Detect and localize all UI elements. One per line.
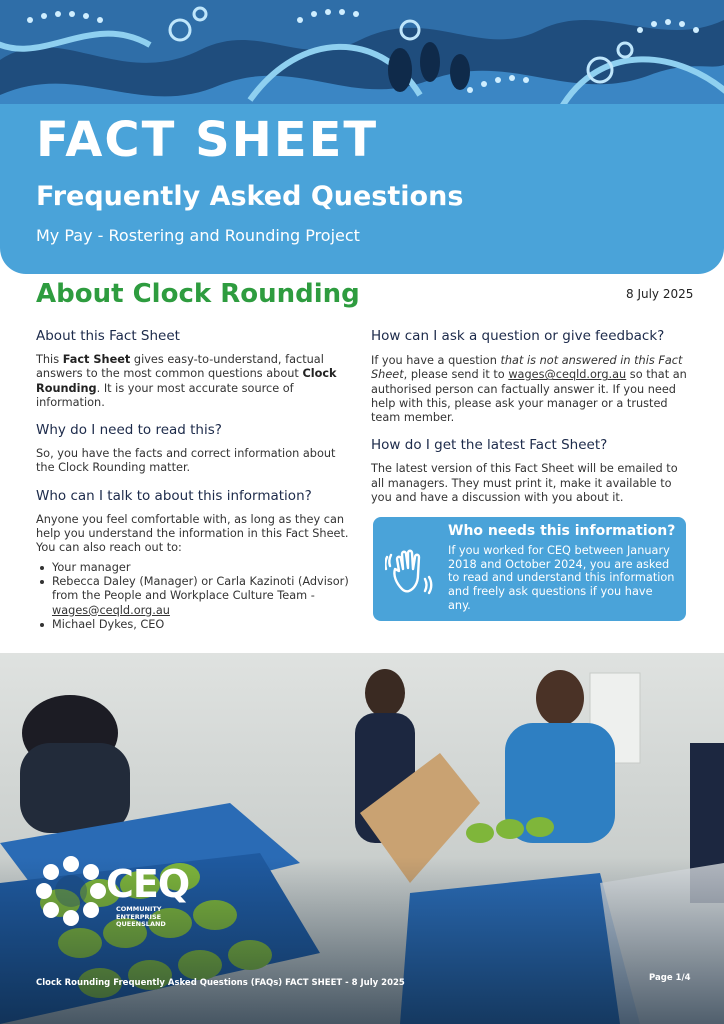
callout-body: If you worked for CEQ between January 2018 and October 2024, you are asked to read and understand this information and freely ask questions if you have any. [448, 544, 675, 612]
logo-wordmark: CEQ [106, 862, 190, 906]
about-text-2: gives easy-to-understand, factual answers to the most common questions about [36, 353, 324, 381]
about-text-1: This [36, 353, 63, 366]
contact-text: Rebecca Daley (Manager) or Carla Kazinoti (Advisor) from the People and Workplace Culture Team - [52, 574, 349, 603]
ask-heading: How can I ask a question or give feedback? [371, 328, 665, 344]
ceq-logo-mark [36, 856, 106, 926]
contact-list [36, 561, 354, 632]
ask-text-2: , please send it to [403, 368, 509, 382]
ceq-logo [36, 856, 190, 928]
page-title: FACT SHEET [36, 112, 379, 168]
page-subtitle: Frequently Asked Questions [36, 181, 464, 212]
who-talk-heading: Who can I talk to about this information? [36, 487, 312, 504]
workers-photo [0, 653, 724, 1024]
latest-heading: How do I get the latest Fact Sheet? [371, 437, 608, 454]
ask-body [371, 354, 689, 425]
who-talk-block [36, 488, 354, 632]
list-item [36, 618, 354, 632]
about-block [36, 328, 354, 410]
callout-title: Who needs this information? [448, 523, 676, 539]
about-bold-2: Clock Rounding [36, 367, 337, 395]
why-body: So, you have the facts and correct information about the Clock Rounding matter. [36, 447, 336, 475]
who-needs-callout [373, 517, 686, 621]
ask-text-3: so that an authorised person can factually answer it. If you need help with this, please ask your manager or a trusted team member. [371, 368, 687, 425]
ask-block [371, 328, 689, 425]
latest-body: The latest version of this Fact Sheet will be emailed to all managers. They must print it, make it available to you and have a discussion with you about it. [371, 462, 678, 505]
feedback-email-link[interactable]: wages@ceqld.org.au [508, 368, 627, 382]
latest-block [371, 437, 689, 505]
why-block [36, 422, 354, 476]
list-item [36, 575, 354, 618]
section-title: About Clock Rounding [36, 279, 360, 309]
about-text-3: . It is your most accurate source of information. [36, 381, 294, 409]
who-talk-body: Anyone you feel comfortable with, as long as they can help you understand the information in this Fact Sheet. You can also reach out to: [36, 512, 349, 555]
ask-text-1: If you have a question [371, 354, 501, 367]
about-heading: About this Fact Sheet [36, 328, 180, 344]
ask-italic: that is not answered in this Fact Sheet [371, 354, 683, 382]
list-item [36, 561, 354, 575]
about-body [36, 353, 354, 410]
right-column [371, 328, 689, 517]
page-number: Page 1/4 [649, 973, 691, 983]
logo-subtext: COMMUNITY ENTERPRISE QUEENSLAND [116, 905, 166, 928]
about-bold-1: Fact Sheet [62, 353, 131, 366]
header-artwork [0, 0, 724, 120]
contact-text: Your manager [52, 560, 131, 574]
footer-text: Clock Rounding Frequently Asked Questions (FAQs) FACT SHEET - 8 July 2025 [36, 978, 405, 988]
contact-text: Michael Dykes, CEO [52, 617, 165, 631]
why-heading: Why do I need to read this? [36, 422, 222, 439]
contact-email-link[interactable]: wages@ceqld.org.au [52, 603, 170, 617]
document-date: 8 July 2025 [626, 287, 694, 301]
waving-hand-icon [385, 545, 437, 597]
left-column [36, 328, 354, 644]
project-name: My Pay - Rostering and Rounding Project [36, 226, 360, 245]
